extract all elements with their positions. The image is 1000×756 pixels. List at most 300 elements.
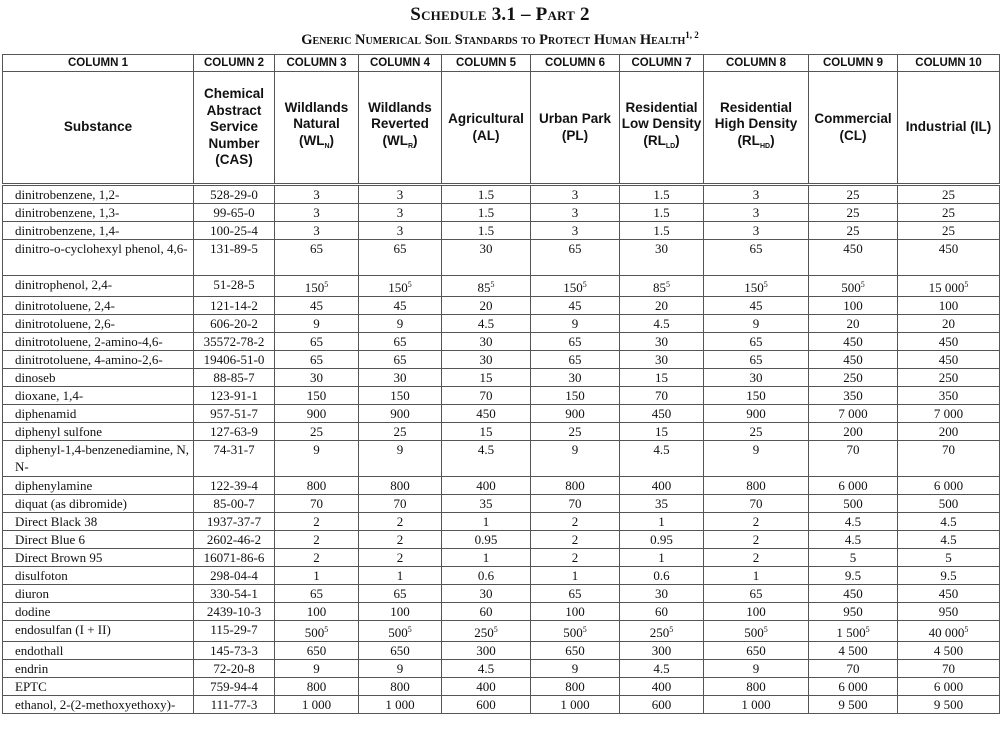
value-text: 2 (396, 550, 404, 565)
substance-cell: diquat (as dibromide) (3, 495, 194, 513)
value-cell (620, 678, 704, 696)
value-text: 100 (938, 298, 959, 313)
value-cell (620, 660, 704, 678)
value-text: 30 (749, 370, 763, 385)
value-cell (809, 351, 898, 369)
substance-cell: disulfoton (3, 567, 194, 585)
table-row (3, 585, 1000, 603)
value-cell (809, 315, 898, 333)
value-text: 25 (942, 223, 955, 238)
value-text: 500 (938, 496, 959, 511)
value-text: 650 (565, 643, 585, 658)
value-cell (704, 240, 809, 276)
cas-cell: 115-29-7 (194, 621, 275, 642)
value-text: 30 (655, 586, 668, 601)
value-text: 25 (749, 424, 763, 439)
value-text: 3 (396, 223, 404, 238)
value-text: 5 (849, 550, 857, 565)
value-text: 150 (563, 280, 583, 295)
value-text: 70 (749, 496, 763, 511)
value-text: 65 (568, 241, 582, 256)
table-row (3, 315, 1000, 333)
cas-cell: 330-54-1 (194, 585, 275, 603)
header-subscript: R (407, 142, 414, 150)
column-number-5: COLUMN 5 (442, 55, 531, 72)
value-text: 3 (571, 205, 579, 220)
value-text: 30 (479, 352, 493, 367)
cas-cell: 88-85-7 (194, 369, 275, 387)
cas-cell: 957-51-7 (194, 405, 275, 423)
value-cell (359, 441, 442, 477)
column-number-10: COLUMN 10 (898, 55, 1000, 72)
value-cell (620, 585, 704, 603)
value-text: 60 (655, 604, 668, 619)
value-text: 1 000 (741, 697, 771, 712)
value-text: 500 (843, 496, 863, 511)
value-text: 450 (938, 241, 959, 256)
value-text: 45 (310, 298, 323, 313)
value-cell (359, 405, 442, 423)
table-row (3, 567, 1000, 585)
value-cell (809, 603, 898, 621)
value-text: 400 (651, 478, 672, 493)
value-cell (620, 567, 704, 585)
value-cell (531, 660, 620, 678)
column-header-3 (275, 72, 359, 185)
value-text: 9 (396, 442, 404, 457)
value-text: 800 (565, 478, 585, 493)
value-cell (442, 477, 531, 495)
value-cell (275, 531, 359, 549)
value-cell (898, 276, 1000, 297)
value-text: 85 (653, 280, 666, 295)
value-text: 25 (846, 187, 860, 202)
table-row (3, 513, 1000, 531)
footnote-marker: 5 (582, 625, 587, 634)
table-row (3, 351, 1000, 369)
substance-cell: diphenyl sulfone (3, 423, 194, 441)
value-text: 800 (306, 478, 327, 493)
footnote-marker: 5 (582, 280, 587, 289)
value-cell (359, 387, 442, 405)
table-row (3, 531, 1000, 549)
column-header-1 (3, 72, 194, 185)
value-cell (359, 660, 442, 678)
value-text: 1 000 (560, 697, 590, 712)
value-text: 450 (938, 586, 959, 601)
value-text: 3 (752, 205, 760, 220)
value-cell (359, 276, 442, 297)
substance-cell: diphenylamine (3, 477, 194, 495)
value-text: 1 500 (836, 625, 866, 640)
value-text: 70 (310, 496, 323, 511)
value-text: 30 (568, 370, 582, 385)
value-text: 9 (571, 661, 579, 676)
value-cell (898, 621, 1000, 642)
cas-cell: 16071-86-6 (194, 549, 275, 567)
header-close: ) (770, 132, 775, 148)
value-cell (704, 585, 809, 603)
table-row (3, 204, 1000, 222)
value-text: 1.5 (653, 205, 670, 220)
column-header-2 (194, 72, 275, 185)
value-text: 250 (843, 370, 863, 385)
value-text: 3 (313, 187, 320, 202)
value-text: 250 (649, 625, 670, 640)
value-text: 6 000 (933, 478, 964, 493)
substance-cell: Direct Black 38 (3, 513, 194, 531)
value-cell (359, 549, 442, 567)
value-cell (704, 549, 809, 567)
value-text: 950 (843, 604, 863, 619)
value-cell (704, 204, 809, 222)
value-cell (275, 423, 359, 441)
value-text: 3 (396, 205, 404, 220)
value-cell (809, 387, 898, 405)
value-cell (275, 297, 359, 315)
value-cell (620, 495, 704, 513)
value-cell (898, 369, 1000, 387)
value-text: 65 (310, 334, 323, 349)
cas-cell: 51-28-5 (194, 276, 275, 297)
substance-cell: diphenyl-1,4-benzenediamine, N, N- (3, 441, 194, 477)
value-cell (275, 621, 359, 642)
subtitle-footnote: 1, 2 (685, 30, 699, 40)
value-cell (704, 333, 809, 351)
value-cell (531, 315, 620, 333)
cas-cell: 606-20-2 (194, 315, 275, 333)
value-cell (442, 642, 531, 660)
value-cell (704, 660, 809, 678)
value-cell (442, 222, 531, 240)
value-cell (442, 549, 531, 567)
value-text: 4.5 (653, 316, 670, 331)
column-header-4 (359, 72, 442, 185)
table-row (3, 495, 1000, 513)
value-cell (531, 531, 620, 549)
column-header-row (3, 72, 1000, 185)
value-cell (531, 333, 620, 351)
table-row (3, 696, 1000, 714)
value-text: 9 (571, 442, 579, 457)
value-cell (704, 513, 809, 531)
value-text: 450 (843, 352, 863, 367)
value-text: 1 (482, 550, 490, 565)
value-text: 1.5 (477, 223, 495, 238)
value-cell (809, 642, 898, 660)
value-cell (531, 513, 620, 531)
cas-cell: 111-77-3 (194, 696, 275, 714)
value-text: 100 (843, 298, 863, 313)
value-cell (359, 603, 442, 621)
value-cell (898, 185, 1000, 204)
header-subscript: HD (759, 142, 771, 150)
footnote-marker: 5 (763, 625, 768, 634)
value-text: 35 (479, 496, 493, 511)
value-cell (275, 513, 359, 531)
header-close: ) (675, 132, 680, 148)
value-text: 70 (393, 496, 407, 511)
value-text: 500 (841, 280, 861, 295)
value-text: 650 (746, 643, 766, 658)
value-text: 450 (843, 241, 863, 256)
value-cell (620, 185, 704, 204)
substance-cell: dinitrobenzene, 1,2- (3, 185, 194, 204)
cas-cell: 528-29-0 (194, 185, 275, 204)
value-cell (898, 387, 1000, 405)
value-cell (898, 549, 1000, 567)
value-text: 300 (651, 643, 672, 658)
value-text: 400 (476, 478, 496, 493)
value-text: 1 (752, 568, 760, 583)
value-text: 25 (393, 424, 407, 439)
value-text: 15 (479, 424, 493, 439)
header-text: Urban Park (PL) (538, 111, 612, 143)
column-number-4: COLUMN 4 (359, 55, 442, 72)
substance-cell: dinitrobenzene, 1,4- (3, 222, 194, 240)
value-cell (620, 240, 704, 276)
value-cell (531, 423, 620, 441)
value-cell (898, 660, 1000, 678)
value-text: 70 (655, 388, 668, 403)
value-cell (442, 495, 531, 513)
value-text: 30 (479, 586, 493, 601)
value-text: 1 (482, 514, 490, 529)
header-text: Wildlands Reverted (WL (368, 99, 432, 148)
value-text: 600 (476, 697, 496, 712)
value-text: 900 (565, 406, 585, 421)
value-cell (898, 423, 1000, 441)
value-text: 70 (846, 442, 860, 457)
value-cell (531, 297, 620, 315)
soil-standards-table (2, 54, 1000, 714)
table-row (3, 276, 1000, 297)
value-cell (442, 315, 531, 333)
value-text: 65 (568, 352, 582, 367)
value-cell (620, 423, 704, 441)
header-text: Agricultural (AL) (448, 111, 524, 143)
value-cell (275, 387, 359, 405)
value-cell (809, 185, 898, 204)
value-text: 15 (479, 370, 493, 385)
value-text: 4.5 (653, 661, 670, 676)
value-cell (359, 678, 442, 696)
substance-cell: dioxane, 1,4- (3, 387, 194, 405)
value-text: 65 (393, 586, 407, 601)
value-text: 0.95 (650, 532, 673, 547)
table-row (3, 240, 1000, 276)
value-cell (442, 423, 531, 441)
value-text: 250 (474, 625, 494, 640)
value-text: 30 (655, 352, 668, 367)
value-cell (275, 495, 359, 513)
value-text: 45 (568, 298, 582, 313)
value-cell (531, 642, 620, 660)
value-cell (620, 549, 704, 567)
value-cell (809, 549, 898, 567)
substance-cell: endosulfan (I + II) (3, 621, 194, 642)
value-text: 500 (744, 625, 764, 640)
substance-cell: dodine (3, 603, 194, 621)
value-text: 450 (476, 406, 496, 421)
value-cell (809, 441, 898, 477)
value-text: 650 (390, 643, 410, 658)
value-text: 70 (942, 442, 955, 457)
value-cell (704, 315, 809, 333)
column-header-9 (809, 72, 898, 185)
value-cell (620, 333, 704, 351)
subtitle-text: Generic Numerical Soil Standards to Protect Human Health (301, 32, 686, 48)
value-cell (442, 441, 531, 477)
value-text: 20 (942, 316, 955, 331)
value-text: 4.5 (477, 316, 495, 331)
footnote-marker: 5 (324, 280, 329, 289)
substance-cell: dinitrotoluene, 2,4- (3, 297, 194, 315)
value-text: 600 (651, 697, 672, 712)
substance-cell: dinitrotoluene, 2-amino-4,6- (3, 333, 194, 351)
value-cell (620, 204, 704, 222)
value-text: 30 (655, 241, 668, 256)
value-cell (809, 240, 898, 276)
value-text: 9 (313, 316, 320, 331)
table-row (3, 333, 1000, 351)
value-cell (442, 405, 531, 423)
value-text: 800 (565, 679, 585, 694)
value-text: 100 (565, 604, 585, 619)
value-text: 15 (655, 424, 668, 439)
value-cell (359, 513, 442, 531)
table-row (3, 297, 1000, 315)
value-cell (704, 477, 809, 495)
value-text: 9 (313, 661, 320, 676)
value-cell (809, 660, 898, 678)
value-cell (898, 495, 1000, 513)
value-text: 25 (310, 424, 323, 439)
value-cell (898, 678, 1000, 696)
value-text: 300 (476, 643, 496, 658)
value-cell (704, 405, 809, 423)
value-cell (809, 204, 898, 222)
value-cell (809, 513, 898, 531)
value-text: 4 500 (838, 643, 868, 658)
value-text: 7 000 (933, 406, 964, 421)
value-cell (620, 315, 704, 333)
value-text: 25 (568, 424, 582, 439)
value-text: 200 (843, 424, 863, 439)
cas-cell: 35572-78-2 (194, 333, 275, 351)
value-text: 65 (568, 334, 582, 349)
column-number-6: COLUMN 6 (531, 55, 620, 72)
value-cell (898, 513, 1000, 531)
value-cell (898, 405, 1000, 423)
value-cell (359, 297, 442, 315)
value-text: 2 (396, 514, 404, 529)
value-cell (442, 531, 531, 549)
header-text: Commercial (CL) (814, 111, 892, 143)
value-cell (359, 240, 442, 276)
value-cell (442, 204, 531, 222)
footnote-marker: 5 (324, 625, 329, 634)
value-cell (359, 585, 442, 603)
value-text: 500 (304, 625, 325, 640)
value-cell (809, 297, 898, 315)
value-text: 1 (658, 514, 665, 529)
value-cell (620, 513, 704, 531)
value-text: 2 (313, 550, 320, 565)
substance-cell: dinoseb (3, 369, 194, 387)
value-text: 5 (945, 550, 952, 565)
table-row (3, 222, 1000, 240)
cas-cell: 759-94-4 (194, 678, 275, 696)
value-text: 900 (306, 406, 327, 421)
value-text: 25 (942, 187, 955, 202)
value-text: 3 (752, 187, 760, 202)
value-cell (275, 333, 359, 351)
value-cell (275, 696, 359, 714)
value-cell (442, 369, 531, 387)
value-text: 800 (390, 679, 410, 694)
cas-cell: 2439-10-3 (194, 603, 275, 621)
value-text: 1 (571, 568, 579, 583)
value-text: 9 (396, 316, 404, 331)
value-cell (620, 642, 704, 660)
value-cell (442, 603, 531, 621)
value-text: 450 (843, 334, 863, 349)
value-text: 65 (310, 586, 323, 601)
value-cell (809, 369, 898, 387)
value-text: 1 (313, 568, 320, 583)
table-row (3, 642, 1000, 660)
value-text: 4.5 (477, 442, 495, 457)
value-cell (531, 351, 620, 369)
value-cell (704, 276, 809, 297)
footnote-marker: 5 (407, 625, 412, 634)
cas-cell: 298-04-4 (194, 567, 275, 585)
column-number-3: COLUMN 3 (275, 55, 359, 72)
value-text: 150 (390, 388, 410, 403)
value-text: 4.5 (844, 532, 862, 547)
column-header-6 (531, 72, 620, 185)
value-text: 25 (846, 205, 860, 220)
value-cell (442, 660, 531, 678)
table-row (3, 387, 1000, 405)
value-text: 6 000 (838, 478, 868, 493)
value-text: 6 000 (838, 679, 868, 694)
value-text: 40 000 (928, 625, 965, 640)
value-text: 1.5 (653, 223, 670, 238)
value-cell (442, 696, 531, 714)
document-subtitle (0, 30, 1000, 49)
header-subscript: N (324, 142, 330, 150)
value-text: 150 (388, 280, 408, 295)
value-cell (359, 185, 442, 204)
value-cell (898, 333, 1000, 351)
column-header-5 (442, 72, 531, 185)
value-cell (442, 276, 531, 297)
value-text: 65 (749, 586, 763, 601)
footnote-marker: 5 (407, 280, 412, 289)
value-cell (275, 585, 359, 603)
value-cell (442, 387, 531, 405)
value-cell (275, 567, 359, 585)
substance-cell: dinitrobenzene, 1,3- (3, 204, 194, 222)
value-cell (620, 222, 704, 240)
value-cell (275, 405, 359, 423)
value-text: 85 (477, 280, 491, 295)
substance-cell: dinitrotoluene, 4-amino-2,6- (3, 351, 194, 369)
value-cell (531, 603, 620, 621)
value-cell (704, 423, 809, 441)
